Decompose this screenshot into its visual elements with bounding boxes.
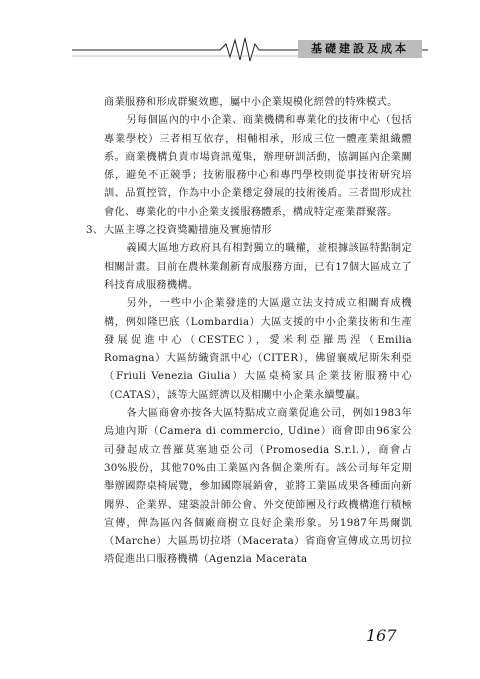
paragraph: 另每個區內的中小企業、商業機構和專業化的技術中心（包括專業學校）三者相互依存，相輔相承，形成三位一體產業組織體系。商業機構負責市場資訊蒐集，辦理研訓活動，協調區內企業關係，避免不正競爭；技術服務中心和專門學校則從事技術研究培訓、品質控管，作為中小企業穩定發展的技術後盾。三者間形成社會化、專業化的中小企業支援服務體系，構成特定產業群聚落。 [104,115,412,218]
subheading-number: 3、 [86,225,104,237]
page-header [0,0,480,80]
page-number: 167 [366,626,397,645]
paragraph: 義國大區地方政府具有相對獨立的職權，並根據該區特點制定相關計畫。目前在農林業創新育成服務方面，已有17個大區成立了科技育成服務機構。 [104,243,412,291]
page-body [86,94,412,570]
paragraph: 各大區商會亦按各大區特點成立商業促進公司，例如1983年烏迪內斯（Camera di commercio, Udine）商會即由96家公司發起成立普羅莫塞迪亞公司（Promosedia S.r.l.），商會占30%股份，其他70%由工業區內各個企業所有。該公司每年定期舉辦國際桌椅展覽，參加國際展銷會，並將工業區成果各種面向新聞界、企業界、建築設計師公會、外交使節團及行政機構進行積極宣傳，俾為區內各個廠商樹立良好企業形象。另1987年馬爾凱（Marche）大區馬切拉塔（Macerata）省商會宣傳成立馬切拉塔促進出口服務機構（Agenzia Macerata [104,408,412,566]
paragraph: 商業服務和形成群聚效應，屬中小企業規模化經營的特殊模式。 [104,97,398,108]
subheading-text: 大區主導之投資獎勵措施及實施情形 [104,225,272,237]
section-title: 基礎建設及成本 [298,40,422,58]
subheading [86,222,412,240]
paragraph: 另外，一些中小企業發達的大區還立法支持成立相關育成機構，例如隆巴底（Lombardia）大區支援的中小企業技術和生產發展促進中心（CESTEC），愛米利亞羅馬涅（Emilia Romagna）大區紡織資訊中心（CITER），佛留襄威尼斯朱利亞（Friuli Venezia Giulia）大區桌椅家具企業技術服務中心（CATAS），該等大區經濟以及相關中小企業永續雙贏。 [104,298,412,401]
